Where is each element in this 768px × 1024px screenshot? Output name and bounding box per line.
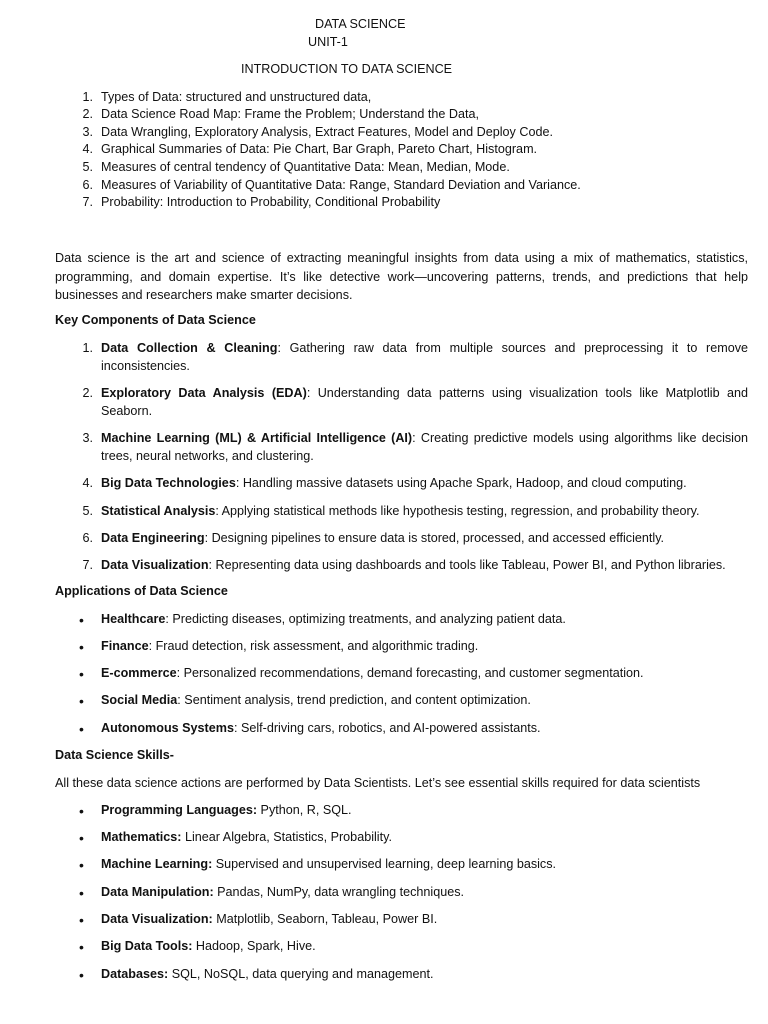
component-item [82,429,748,465]
component-desc: : Designing pipelines to ensure data is stored, processed, and accessed efficiently. [204,531,665,545]
bullet-icon: • [79,666,84,682]
component-term: Data Engineering [101,531,205,545]
topic-text: Measures of Variability of Quantitative Data: Range, Standard Deviation and Variance. [101,178,581,192]
topic-number: 4. [82,142,93,156]
topic-item [82,142,538,156]
topic-number: 7. [82,195,93,209]
skill-desc: Linear Algebra, Statistics, Probability. [181,830,392,844]
topic-number: 6. [82,178,93,192]
topic-text: Data Science Road Map: Frame the Problem; Understand the Data, [101,107,480,121]
component-desc: : Applying statistical methods like hypothesis testing, regression, and probability theory. [215,504,700,518]
component-desc: : Handling massive datasets using Apache Spark, Hadoop, and cloud computing. [235,476,687,490]
key-components-heading: Key Components of Data Science [55,313,256,327]
bullet-icon: • [79,939,84,955]
bullet-icon: • [79,967,84,983]
topic-text: Data Wrangling, Exploratory Analysis, Extract Features, Model and Deploy Code. [101,125,553,139]
bullet-icon: • [79,693,84,709]
component-term: Statistical Analysis [101,504,216,518]
topic-text: Types of Data: structured and unstructured data, [101,90,372,104]
skill-term: Big Data Tools: [101,939,193,953]
skill-term: Databases: [101,967,169,981]
component-item [82,384,748,420]
bullet-icon: • [79,857,84,873]
skill-item [79,939,748,955]
topic-item [82,90,372,104]
topic-item [82,178,581,192]
skill-desc: Hadoop, Spark, Hive. [192,939,316,953]
skill-term: Data Visualization: [101,912,213,926]
skill-desc: SQL, NoSQL, data querying and management. [168,967,434,981]
application-term: Healthcare [101,612,166,626]
section-subtitle: INTRODUCTION TO DATA SCIENCE [241,62,453,76]
unit-label: UNIT-1 [308,35,348,49]
skill-item [79,912,748,928]
component-item [82,474,748,492]
topic-item [82,195,441,209]
document-title: DATA SCIENCE [315,17,406,31]
application-item [79,721,748,737]
component-desc: : Understanding data patterns using visualization tools like Matplotlib and Seaborn. [101,386,748,418]
skills-intro: All these data science actions are performed by Data Scientists. Let’s see essential skills required for data scientists [55,776,701,790]
topic-text: Graphical Summaries of Data: Pie Chart, Bar Graph, Pareto Chart, Histogram. [101,142,538,156]
application-term: E-commerce [101,666,177,680]
applications-heading: Applications of Data Science [55,584,228,598]
component-number: 3. [82,431,93,445]
component-item [82,502,748,520]
component-number: 5. [82,504,93,518]
component-number: 7. [82,558,93,572]
skill-desc: Supervised and unsupervised learning, deep learning basics. [212,857,557,871]
topic-text: Probability: Introduction to Probability, Conditional Probability [101,195,441,209]
skill-item [79,830,748,846]
application-item [79,666,748,682]
bullet-icon: • [79,885,84,901]
topic-number: 1. [82,90,93,104]
skill-term: Machine Learning: [101,857,213,871]
component-term: Data Collection & Cleaning [101,341,278,355]
component-term: Exploratory Data Analysis (EDA) [101,386,307,400]
component-term: Big Data Technologies [101,476,236,490]
application-desc: : Sentiment analysis, trend prediction, and content optimization. [177,693,531,707]
component-item [82,556,748,574]
bullet-icon: • [79,830,84,846]
topic-item [82,107,480,121]
component-desc: : Representing data using dashboards and tools like Tableau, Power BI, and Python libraries. [208,558,726,572]
skill-item [79,967,748,983]
application-item [79,612,748,628]
skill-desc: Pandas, NumPy, data wrangling techniques. [213,885,465,899]
skill-desc: Matplotlib, Seaborn, Tableau, Power BI. [212,912,438,926]
skill-term: Mathematics: [101,830,182,844]
component-term: Data Visualization [101,558,209,572]
component-item [82,529,748,547]
application-desc: : Personalized recommendations, demand forecasting, and customer segmentation. [176,666,644,680]
component-term: Machine Learning (ML) & Artificial Intelligence (AI) [101,431,413,445]
bullet-icon: • [79,612,84,628]
component-desc: : Gathering raw data from multiple sources and preprocessing it to remove inconsistencies. [101,341,748,373]
topic-number: 5. [82,160,93,174]
bullet-icon: • [79,803,84,819]
bullet-icon: • [79,912,84,928]
skill-item [79,803,748,819]
application-item [79,693,748,709]
application-term: Finance [101,639,149,653]
component-number: 1. [82,341,93,355]
topic-number: 3. [82,125,93,139]
bullet-icon: • [79,639,84,655]
skill-item [79,885,748,901]
application-term: Social Media [101,693,178,707]
bullet-icon: • [79,721,84,737]
component-number: 2. [82,386,93,400]
skills-heading: Data Science Skills- [55,748,175,762]
application-term: Autonomous Systems [101,721,234,735]
component-number: 4. [82,476,93,490]
skill-desc: Python, R, SQL. [257,803,352,817]
intro-paragraph: Data science is the art and science of extracting meaningful insights from data using a mix of mathematics, statistics, programming, and domain expertise. It’s like detective work—uncovering patterns, trends, and predictions that help businesses and researchers make smarter decisions. [55,251,748,302]
application-desc: : Predicting diseases, optimizing treatments, and analyzing patient data. [165,612,566,626]
component-number: 6. [82,531,93,545]
topic-text: Measures of central tendency of Quantitative Data: Mean, Median, Mode. [101,160,510,174]
component-item [82,339,748,375]
application-item [79,639,748,655]
topic-item [82,160,510,174]
application-desc: : Self-driving cars, robotics, and AI-powered assistants. [233,721,541,735]
topic-item [82,125,553,139]
topic-number: 2. [82,107,93,121]
skill-item [79,857,748,873]
component-desc: : Creating predictive models using algorithms like decision trees, neural networks, and clustering. [101,431,748,463]
application-desc: : Fraud detection, risk assessment, and algorithmic trading. [148,639,479,653]
skill-term: Data Manipulation: [101,885,214,899]
skill-term: Programming Languages: [101,803,258,817]
